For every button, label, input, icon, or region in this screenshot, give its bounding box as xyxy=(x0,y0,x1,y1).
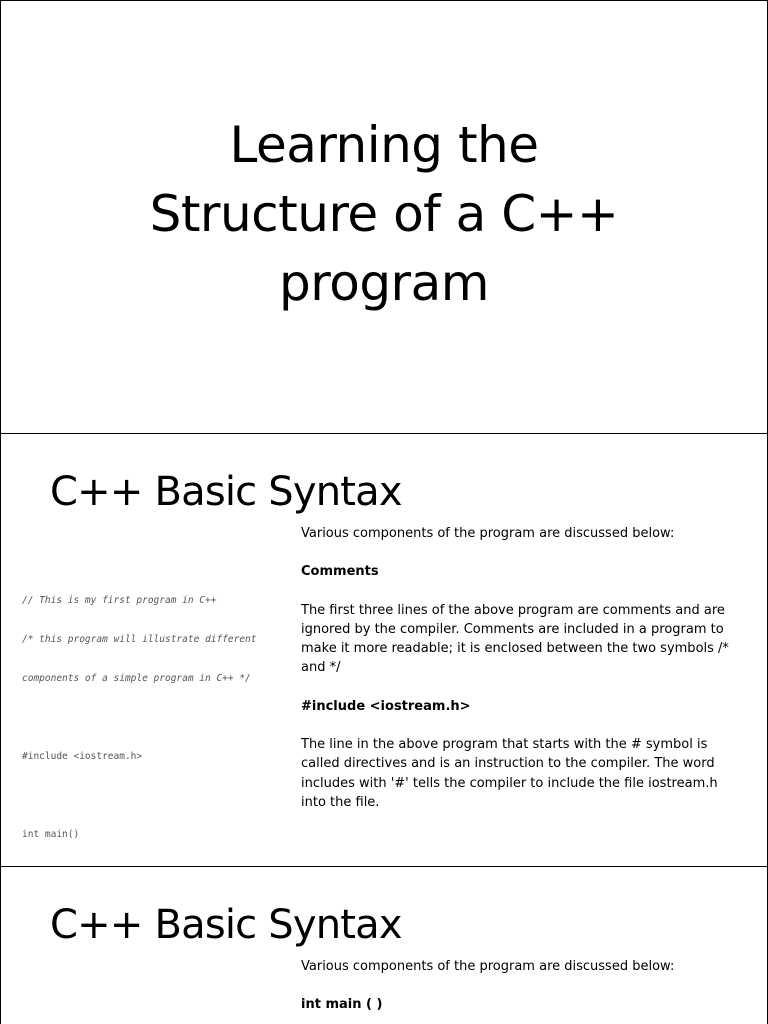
title-line-1: Learning the xyxy=(229,116,539,174)
section-body-comments: The first three lines of the above program are comments and are ignored by the compiler. Comments are included in a program to make it more readable; it is enclosed between the two symbols /* and */ xyxy=(301,602,729,676)
code-line xyxy=(22,789,282,802)
title-slide xyxy=(0,0,768,434)
syntax-slide-1 xyxy=(0,433,768,867)
title-line-2: Structure of a C++ xyxy=(149,185,619,243)
section-heading-comments: Comments xyxy=(301,564,379,580)
code-line: int main() xyxy=(22,829,80,840)
code-sample xyxy=(22,1001,282,1024)
code-line: /* this program will illustrate different xyxy=(22,634,257,645)
code-line: // This is my first program in C++ xyxy=(22,595,217,606)
intro-text: Various components of the program are discussed below: xyxy=(301,959,675,974)
section-heading-include: #include <iostream.h> xyxy=(301,698,471,714)
code-line: #include <iostream.h> xyxy=(22,751,143,762)
code-sample xyxy=(22,568,282,867)
intro-text: Various components of the program are discussed below: xyxy=(301,526,675,541)
title-line-3: program xyxy=(279,254,489,312)
section-body-include: The line in the above program that starts with the # symbol is called directives and is an instruction to the compiler. The word includes with '#' tells the compiler to include the file iostream.h into the file. xyxy=(301,737,718,810)
slide-title xyxy=(1,111,767,318)
explanation-column xyxy=(301,524,733,831)
slide-heading: C++ Basic Syntax xyxy=(50,902,402,948)
explanation-column xyxy=(301,957,733,1024)
code-line xyxy=(22,711,282,724)
slide-heading: C++ Basic Syntax xyxy=(50,469,402,515)
section-heading-main: int main ( ) xyxy=(301,997,383,1013)
code-line: components of a simple program in C++ */ xyxy=(22,673,251,684)
syntax-slide-2 xyxy=(0,866,768,1024)
